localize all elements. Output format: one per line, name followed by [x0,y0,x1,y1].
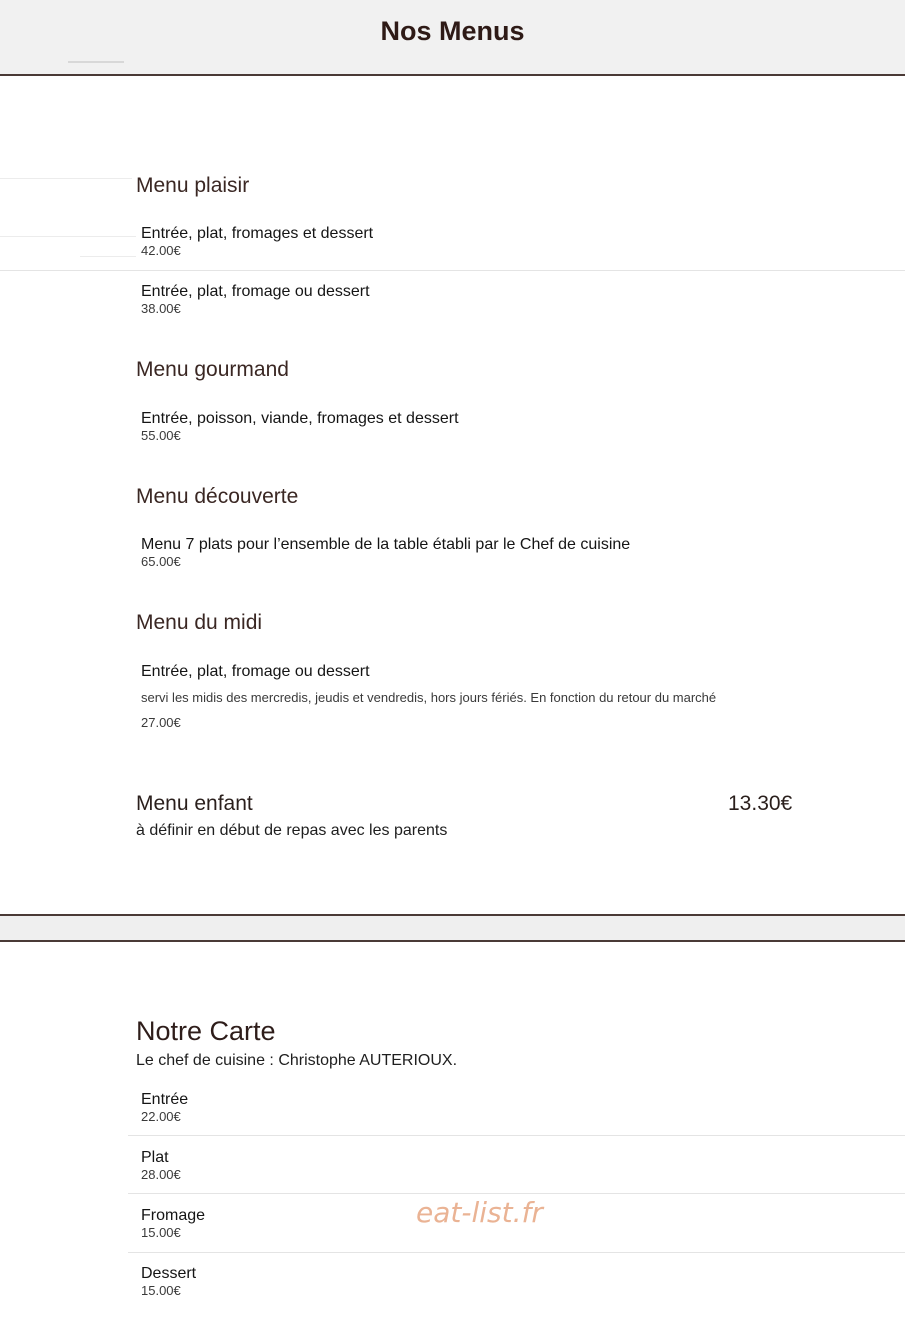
carte-item [141,1264,196,1298]
menu-title-decouverte: Menu découverte [136,485,299,508]
carte-item-price: 22.00€ [141,1109,181,1124]
menu-item-price: 38.00€ [141,301,181,316]
menu-item-name: Menu 7 plats pour l’ensemble de la table établi par le Chef de cuisine [141,536,631,553]
item-divider [0,270,905,271]
menu-item-price: 65.00€ [141,554,181,569]
menu-item-price: 42.00€ [141,243,181,258]
chef-name: Le chef de cuisine : Christophe AUTERIOUX. [136,1052,458,1069]
carte-item-name: Plat [141,1149,169,1166]
menu-item-price: 27.00€ [141,715,181,730]
item-divider [128,1193,905,1194]
menu-item-name: Entrée, plat, fromage ou dessert [141,283,370,300]
menu-item [141,282,370,316]
page-header [0,0,905,76]
item-divider [128,1135,905,1136]
carte-item-price: 15.00€ [141,1225,181,1240]
header-smudge [68,61,124,63]
menu-title-plaisir: Menu plaisir [136,174,250,197]
menu-item-note: servi les midis des mercredis, jeudis et vendredis, hors jours fériés. En fonction du retour du marché [141,690,717,705]
carte-item [141,1148,181,1182]
carte-item [141,1206,205,1240]
kids-menu-description: à définir en début de repas avec les parents [136,822,448,839]
kids-menu-title: Menu enfant [136,792,253,815]
carte-item [141,1090,188,1124]
item-divider [128,1252,905,1253]
menu-item [141,535,630,569]
carte-item-name: Entrée [141,1091,189,1108]
decorative-line [0,178,132,179]
watermark: eat-list.fr [416,1196,543,1229]
menu-item [141,224,373,258]
menu-item [141,409,459,443]
menu-title-gourmand: Menu gourmand [136,358,289,381]
menu-title-midi: Menu du midi [136,611,263,634]
carte-item-name: Dessert [141,1265,197,1282]
decorative-line [0,236,136,237]
menu-item [141,662,791,730]
menu-item-price: 55.00€ [141,428,181,443]
carte-title: Notre Carte [136,1016,276,1046]
kids-menu-price: 13.30€ [728,792,793,815]
menu-item-name: Entrée, plat, fromages et dessert [141,225,374,242]
carte-item-name: Fromage [141,1207,206,1224]
carte-item-price: 15.00€ [141,1283,181,1298]
menu-item-name: Entrée, poisson, viande, fromages et dessert [141,410,459,427]
page-title: Nos Menus [380,16,525,46]
carte-item-price: 28.00€ [141,1167,181,1182]
menu-item-name: Entrée, plat, fromage ou dessert [141,663,370,680]
section-separator [0,914,905,942]
decorative-line [80,256,136,257]
